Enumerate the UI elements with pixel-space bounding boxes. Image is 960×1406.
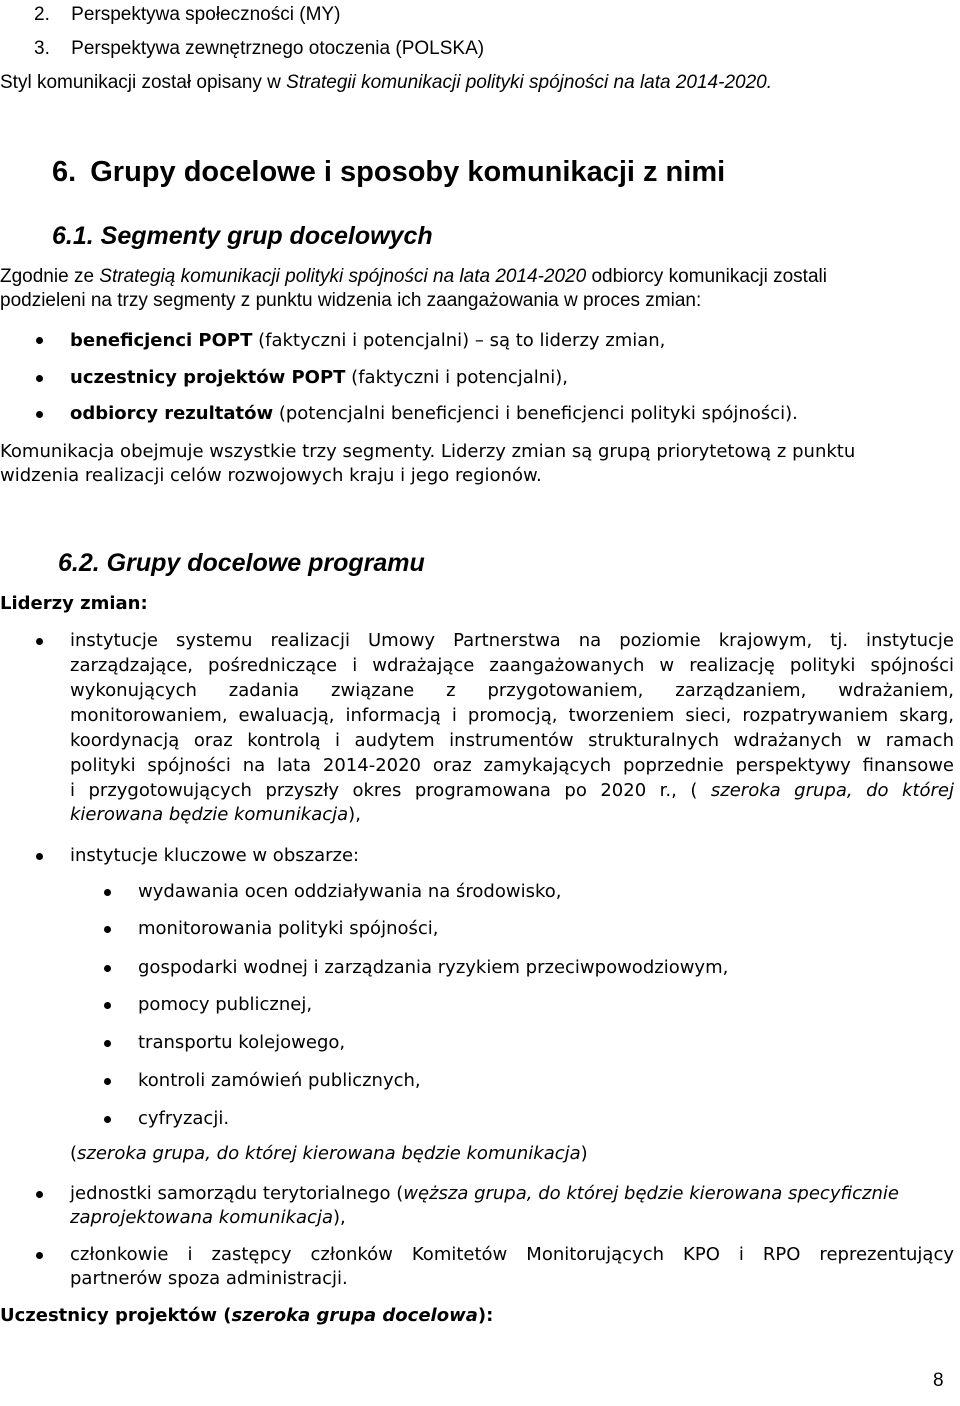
segment-item [70,366,568,390]
section-6-2-heading: 6.2. Grupy docelowe programu [58,549,425,577]
liderzy-item-line: polityki spójności na lata 2014-2020 oraz zamykających poprzednie perspektywy finansowe [70,755,954,776]
bullet-icon [36,375,43,382]
list-text: Perspektywa społeczności (MY) [71,4,341,25]
jst-item-line [70,1206,346,1230]
list-item-2 [34,3,340,27]
line-text: ), [332,1207,346,1228]
line-italic: kierowana będzie komunikacja [70,804,349,825]
bullet-icon [104,965,111,972]
label-text: ): [477,1305,494,1326]
bullet-icon [36,853,43,860]
segment-item [70,329,665,353]
key-institutions-item: instytucje kluczowe w obszarze: [70,845,360,866]
committee-item-line: członkowie i zastępcy członków Komitetów Monitorujących KPO i RPO reprezentujący [70,1244,954,1265]
note-italic: szeroka grupa, do której kierowana będzie komunikacja [77,1143,581,1164]
line-text: i przygotowujących przyszły okres programowana po 2020 r., ( [70,780,698,801]
liderzy-item-line: koordynacją oraz kontrolą i audytem instrumentów strukturalnych wdrażanych w ramach [70,730,954,751]
segment-description: (faktyczni i potencjalni) – są to liderzy zmian, [252,330,666,351]
label-italic: szeroka grupa docelowa [231,1305,478,1326]
paragraph-text: Styl komunikacji został opisany w [0,72,287,93]
section-6-1-heading: 6.1. Segmenty grup docelowych [52,222,433,250]
note-text: ( [70,1143,78,1164]
list-item-3 [34,37,484,61]
segment-name: uczestnicy projektów POPT [70,367,346,388]
section-number: 6. [52,156,77,188]
liderzy-zmian-label: Liderzy zmian: [0,593,148,614]
bullet-icon [104,1078,111,1085]
group-note [70,1142,588,1166]
jst-item-line [70,1182,899,1206]
sub-list-item: pomocy publicznej, [138,994,313,1015]
segment-description: (potencjalni beneficjenci i beneficjenci polityki spójności). [273,403,798,424]
liderzy-item-line [70,779,954,803]
sub-list-item: transportu kolejowego, [138,1032,346,1053]
segment-description: (faktyczni i potencjalni), [345,367,568,388]
line-text: jednostki samorządu terytorialnego ( [70,1183,404,1204]
bullet-icon [36,1252,43,1259]
bullet-icon [36,1191,43,1198]
section-title: Grupy docelowe i sposoby komunikacji z nimi [90,156,726,188]
list-number: 2. [34,4,50,25]
sub-list-item: wydawania ocen oddziaływania na środowisko, [138,881,562,902]
bullet-icon [36,411,43,418]
bullet-icon [104,1116,111,1123]
section-6-1-paragraph-line-1 [0,265,827,289]
liderzy-item-line [70,803,361,827]
liderzy-item-line: zarządzające, pośredniczące i wdrażające zaangażowanych w realizację polityki spójności [70,655,954,676]
sub-list-item: cyfryzacji. [138,1108,230,1129]
note-text: ) [580,1143,588,1164]
section-6-1-paragraph-2-line-1: Komunikacja obejmuje wszystkie trzy segmenty. Liderzy zmian są grupą priorytetową z punktu [0,441,856,462]
bullet-icon [104,926,111,933]
line-italic: szeroka grupa, do której [710,780,954,801]
committee-item-line: partnerów spoza administracji. [70,1268,348,1289]
label-text: Uczestnicy projektów ( [0,1305,232,1326]
bullet-icon [104,1002,111,1009]
page-number: 8 [933,1370,944,1391]
list-text: Perspektywa zewnętrznego otoczenia (POLSKA) [71,38,485,59]
sub-list-item: monitorowania polityki spójności, [138,918,439,939]
section-6-1-paragraph-line-2: podzieleni na trzy segmenty z punktu widzenia ich zaangażowania w proces zmian: [0,290,702,311]
segment-name: beneficjenci POPT [70,330,253,351]
style-paragraph [0,71,772,95]
paragraph-text: Zgodnie ze [0,266,100,287]
section-6-1-paragraph-2-line-2: widzenia realizacji celów rozwojowych kraju i jego regionów. [0,465,542,486]
paragraph-text: odbiorcy komunikacji zostali [586,266,827,287]
liderzy-item-line: monitorowaniem, ewaluacją, informacją i promocją, tworzeniem sieci, rozpatrywaniem skarg, [70,705,954,726]
liderzy-item-line: instytucje systemu realizacji Umowy Partnerstwa na poziomie krajowym, tj. instytucje [70,630,954,651]
segment-item [70,402,798,426]
line-italic: węższa grupa, do której będzie kierowana specyficznie [403,1183,899,1204]
list-number: 3. [34,38,50,59]
sub-list-item: gospodarki wodnej i zarządzania ryzykiem przeciwpowodziowym, [138,957,729,978]
bullet-icon [104,1040,111,1047]
strategy-title: Strategią komunikacji polityki spójności na lata 2014-2020 [99,266,587,287]
sub-list-item: kontroli zamówień publicznych, [138,1070,421,1091]
line-text: ), [348,804,361,825]
bullet-icon [36,638,43,645]
line-italic: zaprojektowana komunikacja [70,1207,333,1228]
bullet-icon [36,337,43,344]
uczestnicy-label [0,1304,493,1328]
segment-name: odbiorcy rezultatów [70,403,274,424]
liderzy-item-line: wykonujących zadania związane z przygotowaniem, zarządzaniem, wdrażaniem, [70,680,954,701]
bullet-icon [104,889,111,896]
strategy-title: Strategii komunikacji polityki spójności na lata 2014-2020. [286,72,772,93]
section-6-heading [52,155,725,189]
